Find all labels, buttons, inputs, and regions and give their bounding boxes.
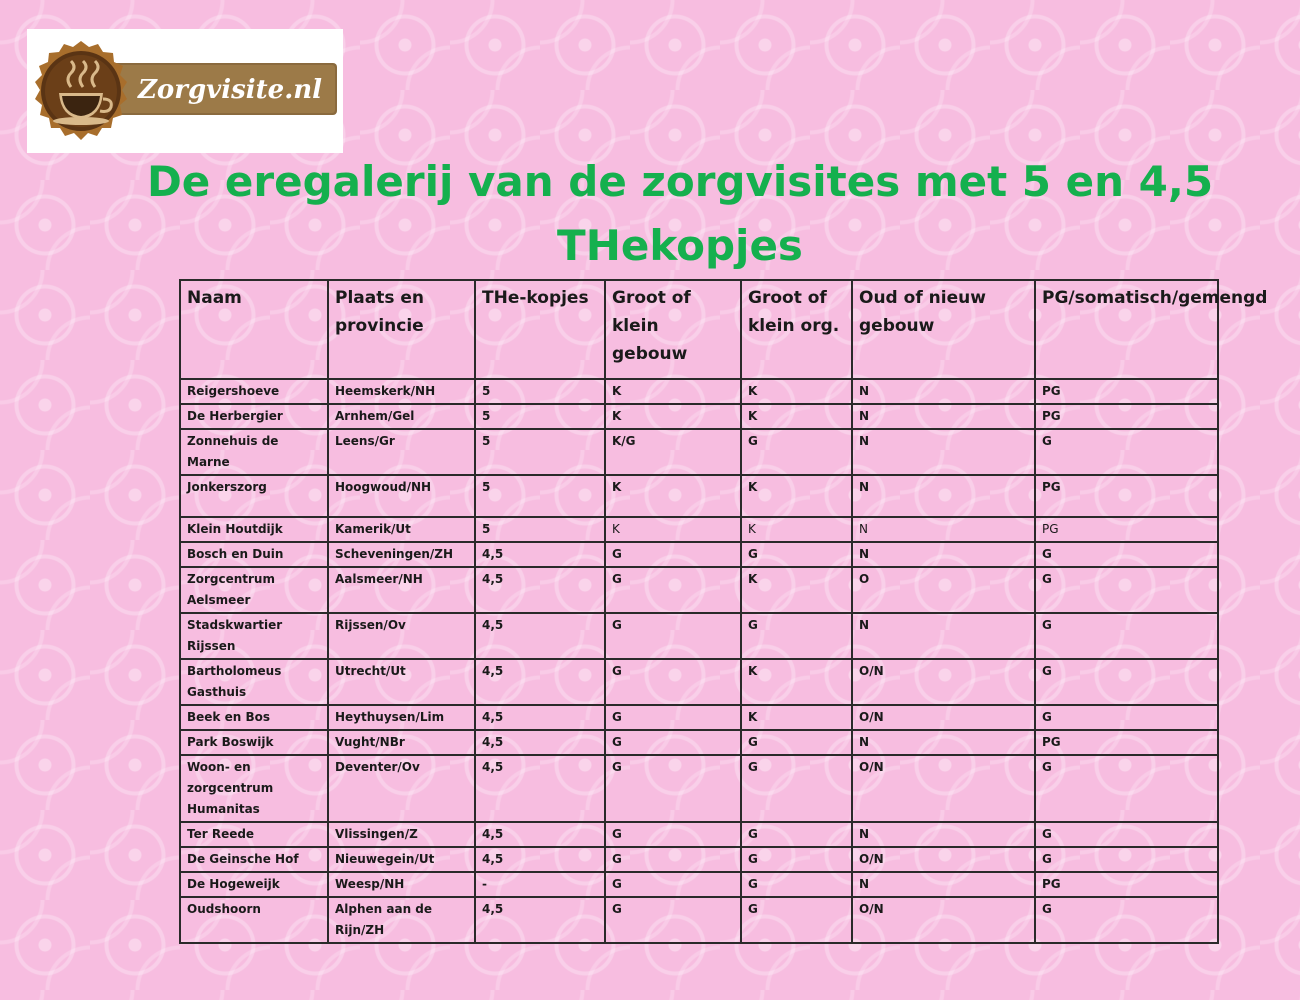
table-row bbox=[180, 429, 1218, 475]
cell-plaats: Nieuwegein/Ut bbox=[328, 847, 475, 872]
cell-gebouw-grootte: G bbox=[605, 872, 741, 897]
table-row bbox=[180, 379, 1218, 404]
cell-gebouw-grootte: G bbox=[605, 542, 741, 567]
cell-org-grootte: G bbox=[741, 730, 852, 755]
cell-doelgroep: G bbox=[1035, 847, 1218, 872]
table-row bbox=[180, 897, 1218, 943]
cell-doelgroep: G bbox=[1035, 897, 1218, 943]
cell-naam: Bosch en Duin bbox=[180, 542, 328, 567]
cell-naam: De Geinsche Hof bbox=[180, 847, 328, 872]
honor-roll-table-container bbox=[179, 279, 1268, 944]
cell-plaats: Heythuysen/Lim bbox=[328, 705, 475, 730]
table-header-row bbox=[180, 280, 1218, 379]
cell-naam: Ter Reede bbox=[180, 822, 328, 847]
cell-plaats: Hoogwoud/NH bbox=[328, 475, 475, 517]
cell-the-kopjes: 4,5 bbox=[475, 897, 605, 943]
cell-gebouw-grootte: G bbox=[605, 822, 741, 847]
cell-oud-nieuw: N bbox=[852, 542, 1035, 567]
cell-plaats: Utrecht/Ut bbox=[328, 659, 475, 705]
cell-plaats: Arnhem/Gel bbox=[328, 404, 475, 429]
cell-doelgroep: PG bbox=[1035, 404, 1218, 429]
cell-oud-nieuw: N bbox=[852, 475, 1035, 517]
cell-the-kopjes: 4,5 bbox=[475, 705, 605, 730]
cell-plaats: Alphen aan de Rijn/ZH bbox=[328, 897, 475, 943]
cell-plaats: Heemskerk/NH bbox=[328, 379, 475, 404]
cell-gebouw-grootte: K/G bbox=[605, 429, 741, 475]
cell-doelgroep: PG bbox=[1035, 475, 1218, 517]
cell-org-grootte: K bbox=[741, 567, 852, 613]
cell-plaats: Leens/Gr bbox=[328, 429, 475, 475]
cell-doelgroep: G bbox=[1035, 429, 1218, 475]
cell-naam: Zorgcentrum Aelsmeer bbox=[180, 567, 328, 613]
column-header-oud-nieuw: Oud of nieuw gebouw bbox=[852, 280, 1035, 379]
cell-gebouw-grootte: G bbox=[605, 730, 741, 755]
cell-the-kopjes: 4,5 bbox=[475, 567, 605, 613]
cell-naam: Oudshoorn bbox=[180, 897, 328, 943]
cell-doelgroep: G bbox=[1035, 705, 1218, 730]
table-row bbox=[180, 475, 1218, 517]
cell-oud-nieuw: N bbox=[852, 429, 1035, 475]
cell-org-grootte: G bbox=[741, 613, 852, 659]
cell-naam: Stadskwartier Rijssen bbox=[180, 613, 328, 659]
cell-doelgroep: G bbox=[1035, 613, 1218, 659]
cell-org-grootte: K bbox=[741, 404, 852, 429]
cell-gebouw-grootte: G bbox=[605, 755, 741, 822]
cell-naam: Beek en Bos bbox=[180, 705, 328, 730]
table-row bbox=[180, 755, 1218, 822]
cell-naam: Woon- en zorgcentrum Humanitas bbox=[180, 755, 328, 822]
zorgvisite-logo[interactable] bbox=[27, 29, 343, 153]
cell-naam: Park Boswijk bbox=[180, 730, 328, 755]
cell-naam: Klein Houtdijk bbox=[180, 517, 328, 542]
cell-plaats: Scheveningen/ZH bbox=[328, 542, 475, 567]
cell-gebouw-grootte: G bbox=[605, 659, 741, 705]
cell-plaats: Vught/NBr bbox=[328, 730, 475, 755]
cell-oud-nieuw: N bbox=[852, 613, 1035, 659]
cell-the-kopjes: 4,5 bbox=[475, 822, 605, 847]
table-row bbox=[180, 872, 1218, 897]
cell-doelgroep: G bbox=[1035, 542, 1218, 567]
cell-gebouw-grootte: K bbox=[605, 404, 741, 429]
cell-the-kopjes: 4,5 bbox=[475, 755, 605, 822]
cell-plaats: Kamerik/Ut bbox=[328, 517, 475, 542]
cell-naam: Jonkerszorg bbox=[180, 475, 328, 517]
logo-graphic bbox=[27, 29, 343, 153]
cell-the-kopjes: 5 bbox=[475, 475, 605, 517]
table-row bbox=[180, 730, 1218, 755]
cell-the-kopjes: 4,5 bbox=[475, 847, 605, 872]
cell-naam: De Hogeweijk bbox=[180, 872, 328, 897]
table-row bbox=[180, 705, 1218, 730]
cell-plaats: Deventer/Ov bbox=[328, 755, 475, 822]
cell-gebouw-grootte: G bbox=[605, 613, 741, 659]
cell-org-grootte: G bbox=[741, 755, 852, 822]
cell-oud-nieuw: O/N bbox=[852, 755, 1035, 822]
table-row bbox=[180, 567, 1218, 613]
table-row bbox=[180, 404, 1218, 429]
cell-naam: Reigershoeve bbox=[180, 379, 328, 404]
cell-oud-nieuw: O/N bbox=[852, 897, 1035, 943]
cell-org-grootte: K bbox=[741, 659, 852, 705]
table-row bbox=[180, 542, 1218, 567]
cell-oud-nieuw: O/N bbox=[852, 659, 1035, 705]
cell-the-kopjes: 5 bbox=[475, 404, 605, 429]
logo-text: Zorgvisite.nl bbox=[137, 75, 323, 105]
honor-roll-table bbox=[179, 279, 1268, 944]
cell-plaats: Rijssen/Ov bbox=[328, 613, 475, 659]
cell-org-grootte: G bbox=[741, 822, 852, 847]
cell-oud-nieuw: N bbox=[852, 730, 1035, 755]
logo-badge bbox=[35, 41, 127, 140]
cell-oud-nieuw: O/N bbox=[852, 847, 1035, 872]
cell-gebouw-grootte: K bbox=[605, 379, 741, 404]
cell-doelgroep: G bbox=[1035, 659, 1218, 705]
cell-the-kopjes: 4,5 bbox=[475, 542, 605, 567]
cell-oud-nieuw: O/N bbox=[852, 705, 1035, 730]
table-row bbox=[180, 517, 1218, 542]
cell-the-kopjes: 5 bbox=[475, 429, 605, 475]
cell-the-kopjes: 4,5 bbox=[475, 613, 605, 659]
cell-the-kopjes: 4,5 bbox=[475, 730, 605, 755]
cell-doelgroep: G bbox=[1035, 567, 1218, 613]
table-row bbox=[180, 847, 1218, 872]
cell-doelgroep: PG bbox=[1035, 872, 1218, 897]
cell-oud-nieuw: N bbox=[852, 517, 1035, 542]
cell-org-grootte: G bbox=[741, 847, 852, 872]
cell-naam: Zonnehuis de Marne bbox=[180, 429, 328, 475]
cell-oud-nieuw: O bbox=[852, 567, 1035, 613]
cell-oud-nieuw: N bbox=[852, 872, 1035, 897]
cell-org-grootte: G bbox=[741, 542, 852, 567]
cell-plaats: Aalsmeer/NH bbox=[328, 567, 475, 613]
cell-plaats: Vlissingen/Z bbox=[328, 822, 475, 847]
cell-naam: Bartholomeus Gasthuis bbox=[180, 659, 328, 705]
cell-doelgroep: G bbox=[1035, 822, 1218, 847]
cell-the-kopjes: 5 bbox=[475, 379, 605, 404]
cell-gebouw-grootte: G bbox=[605, 567, 741, 613]
cell-org-grootte: G bbox=[741, 872, 852, 897]
cell-oud-nieuw: N bbox=[852, 379, 1035, 404]
cell-naam: De Herbergier bbox=[180, 404, 328, 429]
column-header-org-grootte: Groot of klein org. bbox=[741, 280, 852, 379]
column-header-doelgroep: PG/somatisch/gemengd bbox=[1035, 280, 1218, 379]
cell-plaats: Weesp/NH bbox=[328, 872, 475, 897]
cell-oud-nieuw: N bbox=[852, 404, 1035, 429]
cell-org-grootte: K bbox=[741, 517, 852, 542]
cell-gebouw-grootte: K bbox=[605, 517, 741, 542]
cell-org-grootte: K bbox=[741, 379, 852, 404]
cell-org-grootte: K bbox=[741, 705, 852, 730]
cell-oud-nieuw: N bbox=[852, 822, 1035, 847]
table-row bbox=[180, 822, 1218, 847]
column-header-the-kopjes: THe-kopjes bbox=[475, 280, 605, 379]
column-header-plaats: Plaats en provincie bbox=[328, 280, 475, 379]
cell-the-kopjes: 5 bbox=[475, 517, 605, 542]
cell-org-grootte: G bbox=[741, 429, 852, 475]
table-row bbox=[180, 613, 1218, 659]
cell-gebouw-grootte: G bbox=[605, 705, 741, 730]
cell-the-kopjes: 4,5 bbox=[475, 659, 605, 705]
table-row bbox=[180, 659, 1218, 705]
cell-doelgroep: PG bbox=[1035, 517, 1218, 542]
column-header-naam: Naam bbox=[180, 280, 328, 379]
cell-doelgroep: G bbox=[1035, 755, 1218, 822]
cell-org-grootte: K bbox=[741, 475, 852, 517]
cell-gebouw-grootte: G bbox=[605, 847, 741, 872]
cell-gebouw-grootte: K bbox=[605, 475, 741, 517]
cell-gebouw-grootte: G bbox=[605, 897, 741, 943]
cell-doelgroep: PG bbox=[1035, 379, 1218, 404]
cell-the-kopjes: - bbox=[475, 872, 605, 897]
column-header-gebouw-grootte: Groot of klein gebouw bbox=[605, 280, 741, 379]
cell-doelgroep: PG bbox=[1035, 730, 1218, 755]
cell-org-grootte: G bbox=[741, 897, 852, 943]
page-title: De eregalerij van de zorgvisites met 5 en 4,5 THekopjes bbox=[146, 157, 1214, 270]
